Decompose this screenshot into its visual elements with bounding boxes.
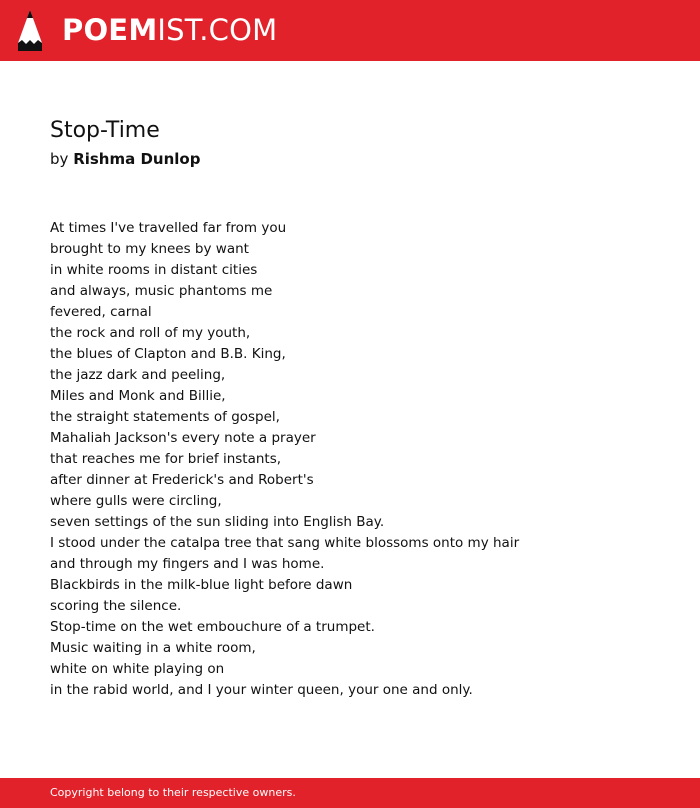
poem-line: seven settings of the sun sliding into English Bay. (50, 514, 385, 530)
poem-line: scoring the silence. (50, 598, 182, 614)
poem-line: where gulls were circling, (50, 493, 222, 509)
poem-line: Blackbirds in the milk-blue light before dawn (50, 577, 353, 593)
poem-line: after dinner at Frederick's and Robert's (50, 472, 314, 488)
logo-light-text: IST.COM (157, 13, 278, 47)
poem-line: white on white playing on (50, 661, 225, 677)
poem-line: Stop-time on the wet embouchure of a trumpet. (50, 619, 375, 635)
pencil-tip-icon (18, 10, 42, 51)
poem-line: the blues of Clapton and B.B. King, (50, 346, 286, 362)
poem-title: Stop-Time (50, 118, 160, 143)
poem-line: that reaches me for brief instants, (50, 451, 282, 467)
poem-line: in white rooms in distant cities (50, 262, 258, 278)
poem-line: brought to my knees by want (50, 241, 249, 257)
site-header (0, 0, 700, 61)
poem-line: and through my fingers and I was home. (50, 556, 325, 572)
poem-body (50, 218, 519, 701)
site-logo[interactable] (62, 13, 277, 47)
byline (50, 149, 200, 169)
site-footer (0, 778, 700, 808)
logo-bold-text: POEM (62, 13, 158, 47)
poem-line: the straight statements of gospel, (50, 409, 280, 425)
poem-line: in the rabid world, and I your winter queen, your one and only. (50, 682, 473, 698)
poem-line: and always, music phantoms me (50, 283, 273, 299)
poem-line: Music waiting in a white room, (50, 640, 256, 656)
copyright-notice: Copyright belong to their respective owners. (50, 786, 296, 799)
author-name: Rishma Dunlop (73, 150, 201, 168)
by-label: by (50, 150, 69, 168)
poem-line: the rock and roll of my youth, (50, 325, 251, 341)
poem-line: Miles and Monk and Billie, (50, 388, 226, 404)
poem-line: Mahaliah Jackson's every note a prayer (50, 430, 316, 446)
poem-line: I stood under the catalpa tree that sang white blossoms onto my hair (50, 535, 520, 551)
poem-line: fevered, carnal (50, 304, 152, 320)
poem-line: the jazz dark and peeling, (50, 367, 226, 383)
poem-line: At times I've travelled far from you (50, 220, 287, 236)
